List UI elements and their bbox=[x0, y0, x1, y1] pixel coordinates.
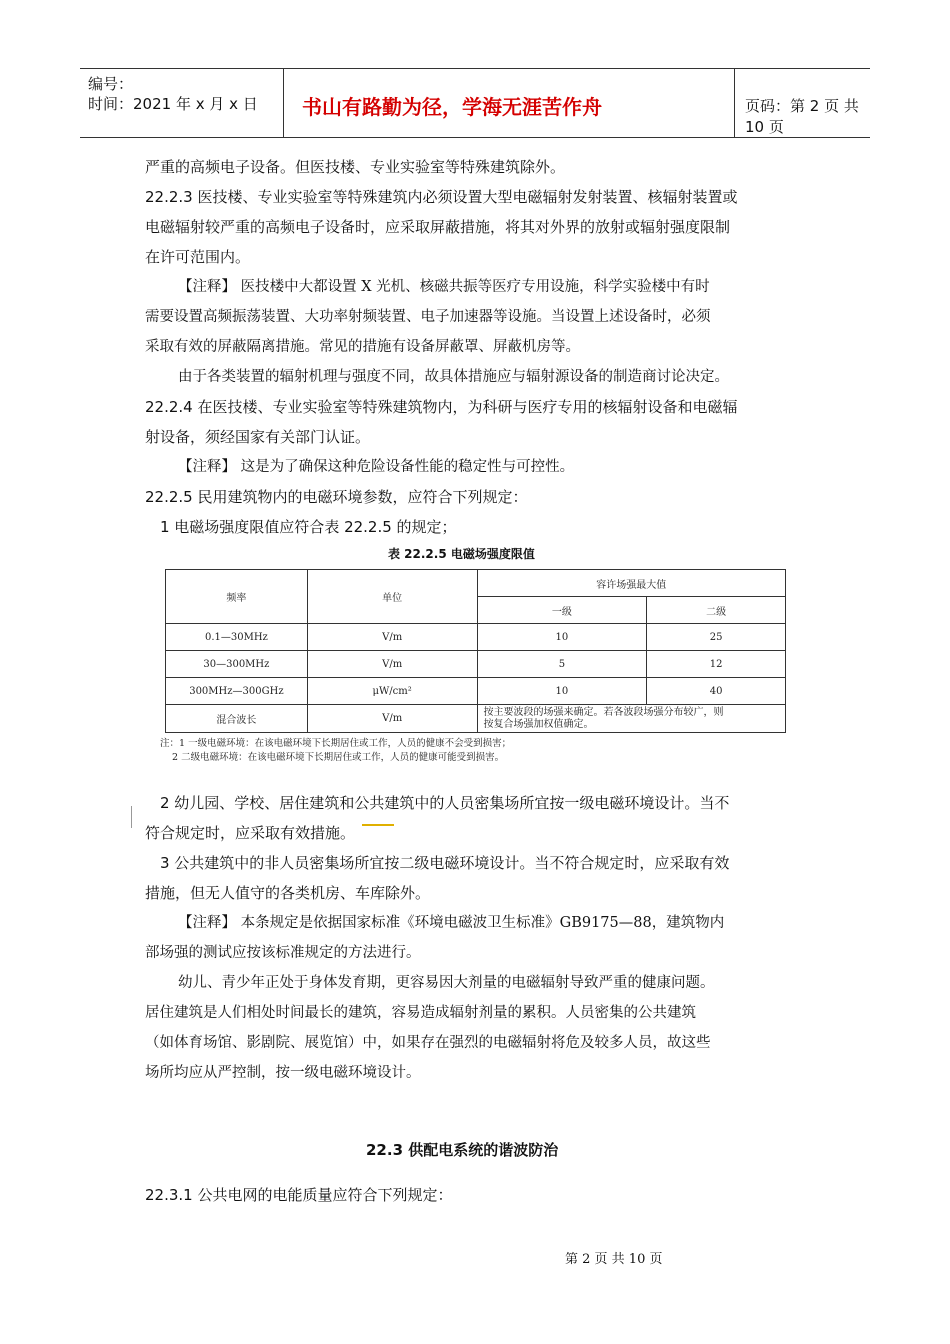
cell-level-2: 40 bbox=[647, 678, 786, 705]
annotation: 居住建筑是人们相处时间最长的建筑，容易造成辐射剂量的累积。人员密集的公共建筑 bbox=[145, 1005, 696, 1021]
header-level-2: 二级 bbox=[647, 597, 786, 624]
header-level-1: 一级 bbox=[477, 597, 647, 624]
paragraph: 在许可范围内。 bbox=[145, 248, 251, 266]
table-note: 注：1 一级电磁环境：在该电磁环境下长期居住或工作，人员的健康不会受到损害； bbox=[160, 738, 512, 749]
clause-22-2-3: 22.2.3 医技楼、专业实验室等特殊建筑内必须设置大型电磁辐射发射装置、核辐射装置或 bbox=[145, 188, 738, 206]
annotation: 部场强的测试应按该标准规定的方法进行。 bbox=[145, 945, 421, 961]
cell-level-1: 10 bbox=[477, 624, 647, 651]
mixed-description-line: 按主要波段的场强来确定。若各波段场强分布较广，则 bbox=[483, 706, 724, 718]
cell-frequency: 300MHz—300GHz bbox=[166, 678, 308, 705]
table-row bbox=[166, 624, 786, 651]
list-item: 1 电磁场强度限值应符合表 22.2.5 的规定； bbox=[160, 518, 457, 536]
table-row bbox=[166, 678, 786, 705]
table-row bbox=[166, 651, 786, 678]
header-frequency: 频率 bbox=[166, 570, 308, 624]
cell-frequency: 0.1—30MHz bbox=[166, 624, 308, 651]
header-left-cell bbox=[80, 69, 280, 137]
annotation: 需要设置高频振荡装置、大功率射频装置、电子加速器等设施。当设置上述设备时，必须 bbox=[145, 309, 711, 325]
paragraph: 符合规定时，应采取有效措施。 bbox=[145, 824, 356, 842]
paragraph: 射设备，须经国家有关部门认证。 bbox=[145, 428, 371, 446]
cell-mixed-description bbox=[477, 705, 785, 733]
cell-level-2: 25 bbox=[647, 624, 786, 651]
annotation: 采取有效的屏蔽隔离措施。常见的措施有设备屏蔽罩、屏蔽机房等。 bbox=[145, 339, 580, 355]
page-header bbox=[80, 68, 870, 138]
edit-underline-mark bbox=[362, 824, 394, 826]
cell-level-2: 12 bbox=[647, 651, 786, 678]
header-max-strength: 容许场强最大值 bbox=[477, 570, 785, 597]
cell-level-1: 5 bbox=[477, 651, 647, 678]
annotation: 场所均应从严控制，按一级电磁环境设计。 bbox=[145, 1065, 421, 1081]
page-footer: 第 2 页 共 10 页 bbox=[565, 1252, 663, 1267]
cell-frequency: 混合波长 bbox=[166, 705, 308, 733]
date-label: 时间：2021 年 x 月 x 日 bbox=[88, 95, 258, 113]
paragraph: 严重的高频电子设备。但医技楼、专业实验室等特殊建筑除外。 bbox=[145, 158, 566, 176]
clause-22-3-1: 22.3.1 公共电网的电能质量应符合下列规定： bbox=[145, 1186, 453, 1204]
motto-text: 书山有路勤为径，学海无涯苦作舟 bbox=[302, 95, 602, 119]
header-motto-cell bbox=[283, 69, 735, 137]
clause-22-2-5: 22.2.5 民用建筑物内的电磁环境参数，应符合下列规定： bbox=[145, 488, 528, 506]
paragraph: 措施，但无人值守的各类机房、车库除外。 bbox=[145, 884, 431, 902]
annotation: 【注释】 本条规定是依据国家标准《环境电磁波卫生标准》GB9175—88，建筑物内 bbox=[178, 915, 725, 931]
annotation: 由于各类装置的辐射机理与强度不同，故具体措施应与辐射源设备的制造商讨论决定。 bbox=[178, 369, 729, 385]
paragraph: 电磁辐射较严重的高频电子设备时，应采取屏蔽措施，将其对外界的放射或辐射强度限制 bbox=[145, 218, 731, 236]
annotation: 【注释】 这是为了确保这种危险设备性能的稳定性与可控性。 bbox=[178, 459, 575, 475]
field-strength-table bbox=[165, 569, 786, 733]
table-row bbox=[166, 705, 786, 733]
cell-unit: μW/cm² bbox=[307, 678, 477, 705]
annotation: 【注释】 医技楼中大都设置 X 光机、核磁共振等医疗专用设施，科学实验楼中有时 bbox=[178, 279, 710, 295]
annotation: 幼儿、青少年正处于身体发育期，更容易因大剂量的电磁辐射导致严重的健康问题。 bbox=[178, 975, 715, 991]
cell-level-1: 10 bbox=[477, 678, 647, 705]
serial-label: 编号： bbox=[88, 75, 134, 93]
annotation: （如体育场馆、影剧院、展览馆）中，如果存在强烈的电磁辐射将危及较多人员，故这些 bbox=[145, 1035, 711, 1051]
table-caption: 表 22.2.5 电磁场强度限值 bbox=[388, 547, 535, 561]
section-title: 22.3 供配电系统的谐波防治 bbox=[366, 1141, 559, 1159]
list-item: 2 幼儿园、学校、居住建筑和公共建筑中的人员密集场所宜按一级电磁环境设计。当不 bbox=[160, 794, 730, 812]
page-number-label: 页码：第 2 页 共 10 页 bbox=[745, 97, 859, 136]
header-unit: 单位 bbox=[307, 570, 477, 624]
revision-mark bbox=[131, 806, 132, 828]
cell-unit: V/m bbox=[307, 705, 477, 733]
list-item: 3 公共建筑中的非人员密集场所宜按二级电磁环境设计。当不符合规定时，应采取有效 bbox=[160, 854, 730, 872]
table-note: 2 二级电磁环境：在该电磁环境下长期居住或工作，人员的健康可能受到损害。 bbox=[172, 752, 505, 763]
cell-unit: V/m bbox=[307, 624, 477, 651]
table-header-row bbox=[166, 570, 786, 597]
cell-frequency: 30—300MHz bbox=[166, 651, 308, 678]
cell-unit: V/m bbox=[307, 651, 477, 678]
clause-22-2-4: 22.2.4 在医技楼、专业实验室等特殊建筑物内，为科研与医疗专用的核辐射设备和电磁辐 bbox=[145, 398, 738, 416]
mixed-description-line: 按复合场强加权值确定。 bbox=[483, 718, 594, 730]
